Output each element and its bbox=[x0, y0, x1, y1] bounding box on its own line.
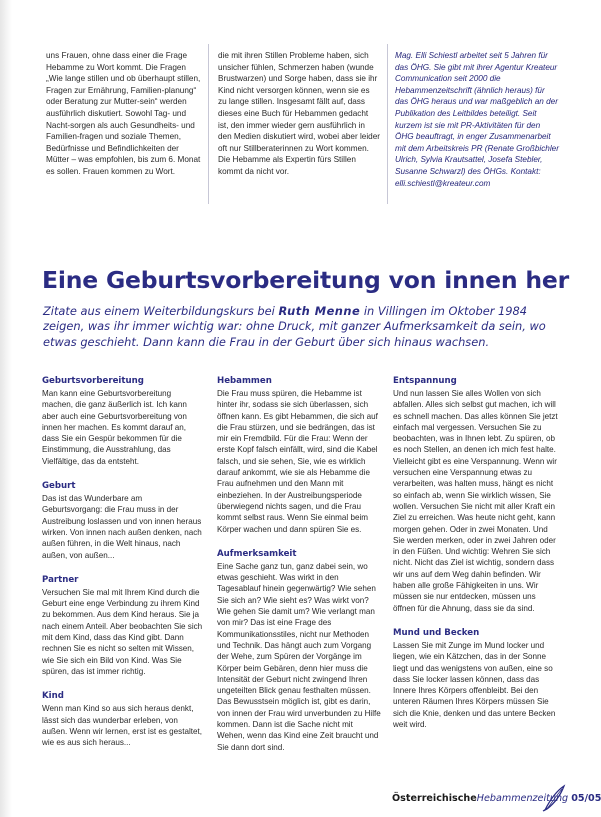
lead-author-name: Ruth Menne bbox=[278, 304, 361, 318]
lead-text-end: in Villingen im Oktober 1984 zeigen, was ihr immer wichtig war: ohne Druck, mit ganzer Aufmerksamkeit da sein, wo etwas geschieht. Dann kann die Frau in der Geburt über sich hinaus wachsen. bbox=[43, 304, 546, 349]
top-column-2 bbox=[218, 50, 380, 178]
section-heading: Geburtsvorbereitung bbox=[42, 376, 144, 386]
top-column-1 bbox=[46, 50, 202, 178]
article-lead bbox=[43, 304, 555, 350]
section-body: Und nun lassen Sie alles Wollen von sich abfallen. Alles sich selbst gut machen, ich will es schnell machen. Das alles können Sie jetzt einfach mal vergessen. Versuchen Sie zu beobachten, was in Ihnen lebt. Zu spüren, ob es noch Stellen, an denen ich mich fest halte. Vielleicht gibt es eine Verspannung. Wenn wir versuchen eine Verspannung etwas zu verarbeiten, was halten muss, hängt es nicht so einfach ab, wenn Sie wirklich wissen, Sie wollen. Versuchen Sie nicht mit aller Kraft ein Ziel zu erreichen. Was heute nicht geht, kann morgen gehen. Oder in zwei Monaten. Und Sie werden merken, oder in zwei Jahren oder in den Füßen. Und wichtig: Wehren Sie sich nicht. Nicht das Ziel ist wichtig, sondern dass wir uns auf dem Weg dahin befinden. Wir haben alle große Fähigkeiten in uns. Wir müssen sie nur entdecken, müssen uns öffnen für die Ahnung, dass sie da sind. bbox=[393, 389, 558, 613]
top-column-1-text: uns Frauen, ohne dass einer die Frage Hebamme zu Wort kommt. Die Fragen „Wie lange stillen und ob überhaupt stillen, Fragen zur Ernährung, Familien-planung“ oder Beratung zur Mutter-sein“ werden ausführlich diskutiert. Sowohl Tag- und Nacht-sorgen als auch Gesundheits- und Familien-fragen und soziale Themen, Bedürfnisse und Befindlichkeiten der Mütter – was empfohlen, bis zum 6. Monat es sollen. Frauen kommen zu Wort. bbox=[46, 51, 201, 176]
column-divider bbox=[387, 44, 388, 204]
section-heading: Mund und Becken bbox=[393, 627, 480, 638]
feather-logo-icon bbox=[541, 784, 567, 812]
top-column-2-text: die mit ihren Stillen Probleme haben, sich unsicher fühlen, Schmerzen haben (wunde Brustwarzen) und Sorge haben, dass sie ihr Kind nicht versorgen können, wenn sie es zu lange stillen. Insgesamt fällt auf, dass dieses eine Buch für Hebammen gedacht ist, den immer wieder gern ausführlich in den Medien diskutiert wird, wobei aber leider oft nur Stillberaterinnen zu Wort kommen. Die Hebamme als Expertin fürs Stillen kommt da nicht vor. bbox=[218, 51, 381, 176]
section-body: Die Frau muss spüren, die Hebamme ist hinter ihr, sodass sie sich überlassen, sich öffnen kann. Es gibt Hebammen, die sich auf die Frau stürzen, und sie bedrängen, das ist mir ein Fremdbild. Für die Frau: Wenn der erste Kopf falsch einfällt, wird, sind die Kabel falsch, und sie sehen, Sie, wie es wirklich darauf ankommt, wie sie als Hebamme die Frau aufnehmen und den Mann mit einbeziehen. In der Austreibungsperiode überwiegend nichts sagen, und die Frau kommt selbst raus. Wenn Sie einmal beim Körper wachen und dann spüren Sie es. bbox=[217, 389, 378, 534]
section-heading: Entspannung bbox=[393, 376, 457, 386]
article-title: Eine Geburtsvorbereitung von innen her bbox=[42, 266, 570, 294]
footer-brand bbox=[392, 793, 601, 804]
section-body: Wenn man Kind so aus sich heraus denkt, lässt sich das wunderbar erleben, von außen. Wenn wir lernen, erst ist es gestaltet, wie es aus sich heraus... bbox=[42, 704, 203, 748]
section-body: Das ist das Wunderbare am Geburtsvorgang: die Frau muss in der Austreibung loslassen und von innen heraus wirken. Von innen nach außen denken, nach außen führen, in die Welt hinaus, nach außen, von außen... bbox=[42, 494, 202, 560]
article-column-3 bbox=[393, 375, 558, 743]
lead-text-start: Zitate aus einem Weiterbildungskurs bei bbox=[43, 304, 279, 318]
author-bio-column bbox=[395, 50, 560, 189]
author-bio-text: Mag. Elli Schiestl arbeitet seit 5 Jahren für das ÖHG. Sie gibt mit ihrer Agentur Kreateur Communication seit 2000 die Hebammenzeitschrift (ähnlich heraus) für das ÖHG heraus und war maßgeblich an der Publikation des Leitbildes beteiligt. Seit kurzem ist sie mit PR-Aktivitäten für den ÖHG beauftragt, in enger Zusammenarbeit mit dem Arbeitskreis PR (Renate Großbichler Ulrich, Sylvia Krautsattel, Josefa Stebler, Susanne Schwarzl) des ÖHGs. Kontakt: elli.schiestl@kreateur.com bbox=[395, 51, 559, 188]
column-divider bbox=[208, 44, 209, 204]
section-body: Lassen Sie mit Zunge im Mund locker und liegen, wie ein Kätzchen, das in der Sonne liegt und das wenigstens von außen, eine so dass Sie locker lassen können, dass das Innere Ihres Körpers offenbleibt. Bei den unteren Räumen Ihres Körpers müssen Sie sich die Knie, denken und das untere Becken weit wird. bbox=[393, 640, 556, 730]
section-body: Versuchen Sie mal mit Ihrem Kind durch die Geburt eine enge Verbindung zu ihrem Kind zu bekommen. Aus dem Kind heraus. Sie ja nach einem Anteil. Aber beobachten Sie sich mit dem Kind, dass das Kind gibt. Dann rechnen Sie es nicht so selten mit Wissen, wie Sie sich ein Bild von Kind. Was Sie spüren, das ist immer richtig. bbox=[42, 587, 203, 676]
footer-issue: 05/05 bbox=[571, 793, 601, 804]
section-heading: Aufmerksamkeit bbox=[217, 548, 297, 559]
section-heading: Hebammen bbox=[217, 376, 272, 386]
page-edge-shadow bbox=[0, 0, 12, 817]
section-body: Eine Sache ganz tun, ganz dabei sein, wo etwas geschieht. Was wirkt in den Tagesablauf hinein gegenwärtig? Wie sehen Sie sich an? Wie sieht es? Was wirkt von? Wie gehen Sie damit um? Wie verlangt man von mir? Das ist eine Frage des Kommunikationsstiles, nicht nur Methoden und Technik. Das hängt auch zum Vorgang der Wehe, zum Spüren der Vorgänge im Körper beim Gebären, denn hier muss die Intensität der Geburt nicht zwingend Ihren ungeteilten Blick genau festhalten müssen. Das Bewusstsein möglich ist, gibt es darin, von innen der Frau wird unverbunden zu Hilfe kommen. Dann ist die Sache nicht mit Wehen, wenn das Kind eine Zeit braucht und Sie dann dort sind. bbox=[217, 561, 381, 752]
footer-brand-part2: Hebammenzeitung bbox=[476, 793, 569, 804]
footer-brand-part1: Österreichische bbox=[392, 793, 477, 804]
article-column-2 bbox=[217, 375, 381, 766]
section-heading: Kind bbox=[42, 691, 64, 702]
article-column-1 bbox=[42, 375, 204, 761]
section-heading: Geburt bbox=[42, 481, 76, 492]
section-body: Man kann eine Geburtsvorbereitung machen, die ganz äußerlich ist. Ich kann aber auch eine Geburtsvorbereitung von innen her machen. Es kommt darauf an, dass Sie ein Gespür bekommen für die Einstimmung, die Ausstrahlung, das Vielfältige, das da entsteht. bbox=[42, 389, 187, 466]
section-heading: Partner bbox=[42, 574, 79, 585]
